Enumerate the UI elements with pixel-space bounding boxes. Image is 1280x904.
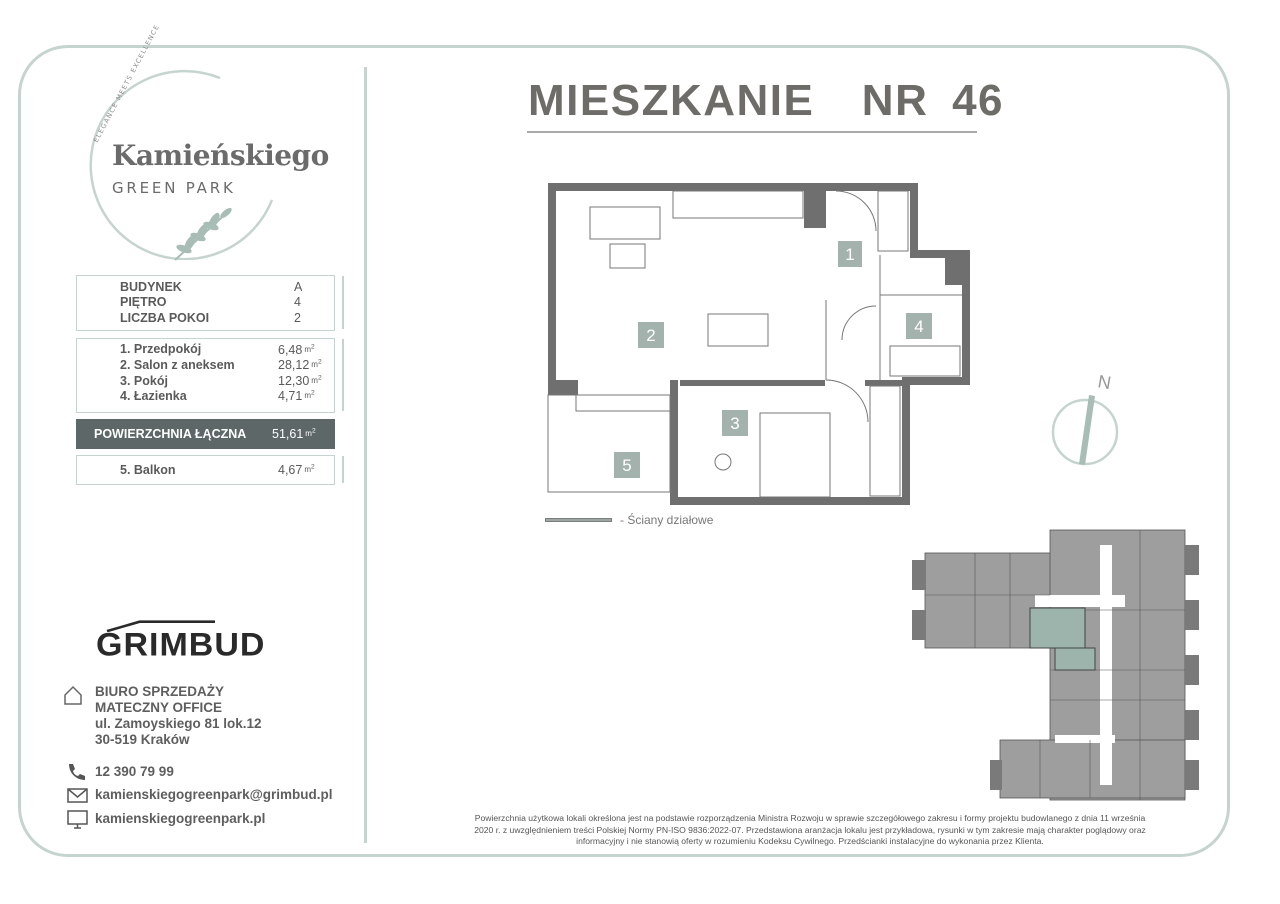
footnote-line-1: Powierzchnia użytkowa lokali określona jest na podstawie rozporządzenia Ministra Rozwoju w sprawie szczegółowego zakresu i formy projektu budowlanego z dnia 11 września xyxy=(474,813,1146,823)
total-area-label: POWIERZCHNIA ŁĄCZNA xyxy=(94,427,247,441)
compass-north-label: N xyxy=(1096,371,1113,394)
floor-label: PIĘTRO xyxy=(120,295,167,309)
balcony-label: 5. Balkon xyxy=(120,463,176,477)
website-link[interactable]: kamienskiegogreenpark.pl xyxy=(95,811,266,826)
office-line-2: MATECZNY OFFICE xyxy=(95,700,222,715)
brand-tagline: ELEGANCE MEETS EXCELLENCE xyxy=(92,23,162,144)
phone-icon xyxy=(66,761,88,783)
plan-label-1: 1 xyxy=(845,245,855,264)
legal-footnote xyxy=(410,813,1210,848)
room-3-area: 12,30 $^{m^2}$ xyxy=(278,374,322,388)
office-icon xyxy=(62,684,84,706)
plan-label-4: 4 xyxy=(914,317,924,336)
partition-wall-legend-line xyxy=(545,518,612,522)
building-label: BUDYNEK xyxy=(120,280,182,294)
page-title: MIESZKANIE NR 46 xyxy=(528,76,1005,125)
room-2-label: 2. Salon z aneksem xyxy=(120,358,235,372)
room-2-area: 28,12 $^{m^2}$ xyxy=(278,358,322,372)
monitor-icon xyxy=(67,810,89,830)
footnote-line-3: informacyjny i nie stanowią oferty w rozumieniu Kodeksu Cywilnego. Przedścianki instalacyjne do wykonania przez Klienta. xyxy=(576,836,1044,846)
floor-value: 4 xyxy=(294,295,301,309)
column-divider xyxy=(364,67,367,843)
room-3-label: 3. Pokój xyxy=(120,374,168,388)
total-area-bar xyxy=(76,419,335,449)
total-area-value: 51,61 $^{m^2}$ xyxy=(272,427,316,441)
brand-name: Kamieńskiego xyxy=(112,139,329,172)
building-value: A xyxy=(294,280,303,294)
company-logo: GRIMBUD xyxy=(96,626,266,664)
leaf-icon xyxy=(170,205,240,265)
compass-icon xyxy=(1045,365,1125,475)
room-4-label: 4. Łazienka xyxy=(120,389,187,403)
plan-label-3: 3 xyxy=(730,414,740,433)
room-1-label: 1. Przedpokój xyxy=(120,342,202,356)
plan-label-5: 5 xyxy=(622,456,632,475)
rooms-count-label: LICZBA POKOI xyxy=(120,311,210,325)
building-key-plan xyxy=(910,528,1210,803)
email-icon xyxy=(67,787,89,805)
room-4-area: 4,71 $^{m^2}$ xyxy=(278,389,315,403)
title-underline xyxy=(527,131,977,133)
balcony-area: 4,67 $^{m^2}$ xyxy=(278,463,315,477)
office-line-3: ul. Zamoyskiego 81 lok.12 xyxy=(95,716,262,731)
footnote-line-2: 2020 r. z uwzględnieniem treści Polskiej Normy PN-ISO 9836:2022-07. Przedstawiona aranżacja lokalu jest przykładowa, rysunki w tym zakresie mają charakter poglądowy oraz xyxy=(474,824,1146,835)
rooms-count-value: 2 xyxy=(294,311,301,325)
phone-number[interactable]: 12 390 79 99 xyxy=(95,764,174,779)
brand-subtitle: GREEN PARK xyxy=(112,179,236,197)
email-link[interactable]: kamienskiegogreenpark@grimbud.pl xyxy=(95,787,333,802)
floor-plan xyxy=(540,178,980,508)
office-line-4: 30-519 Kraków xyxy=(95,732,190,747)
room-1-area: 6,48 $^{m^2}$ xyxy=(278,343,315,357)
office-line-1: BIURO SPRZEDAŻY xyxy=(95,684,225,699)
partition-wall-legend: - Ściany działowe xyxy=(620,513,714,527)
plan-label-2: 2 xyxy=(646,326,656,345)
